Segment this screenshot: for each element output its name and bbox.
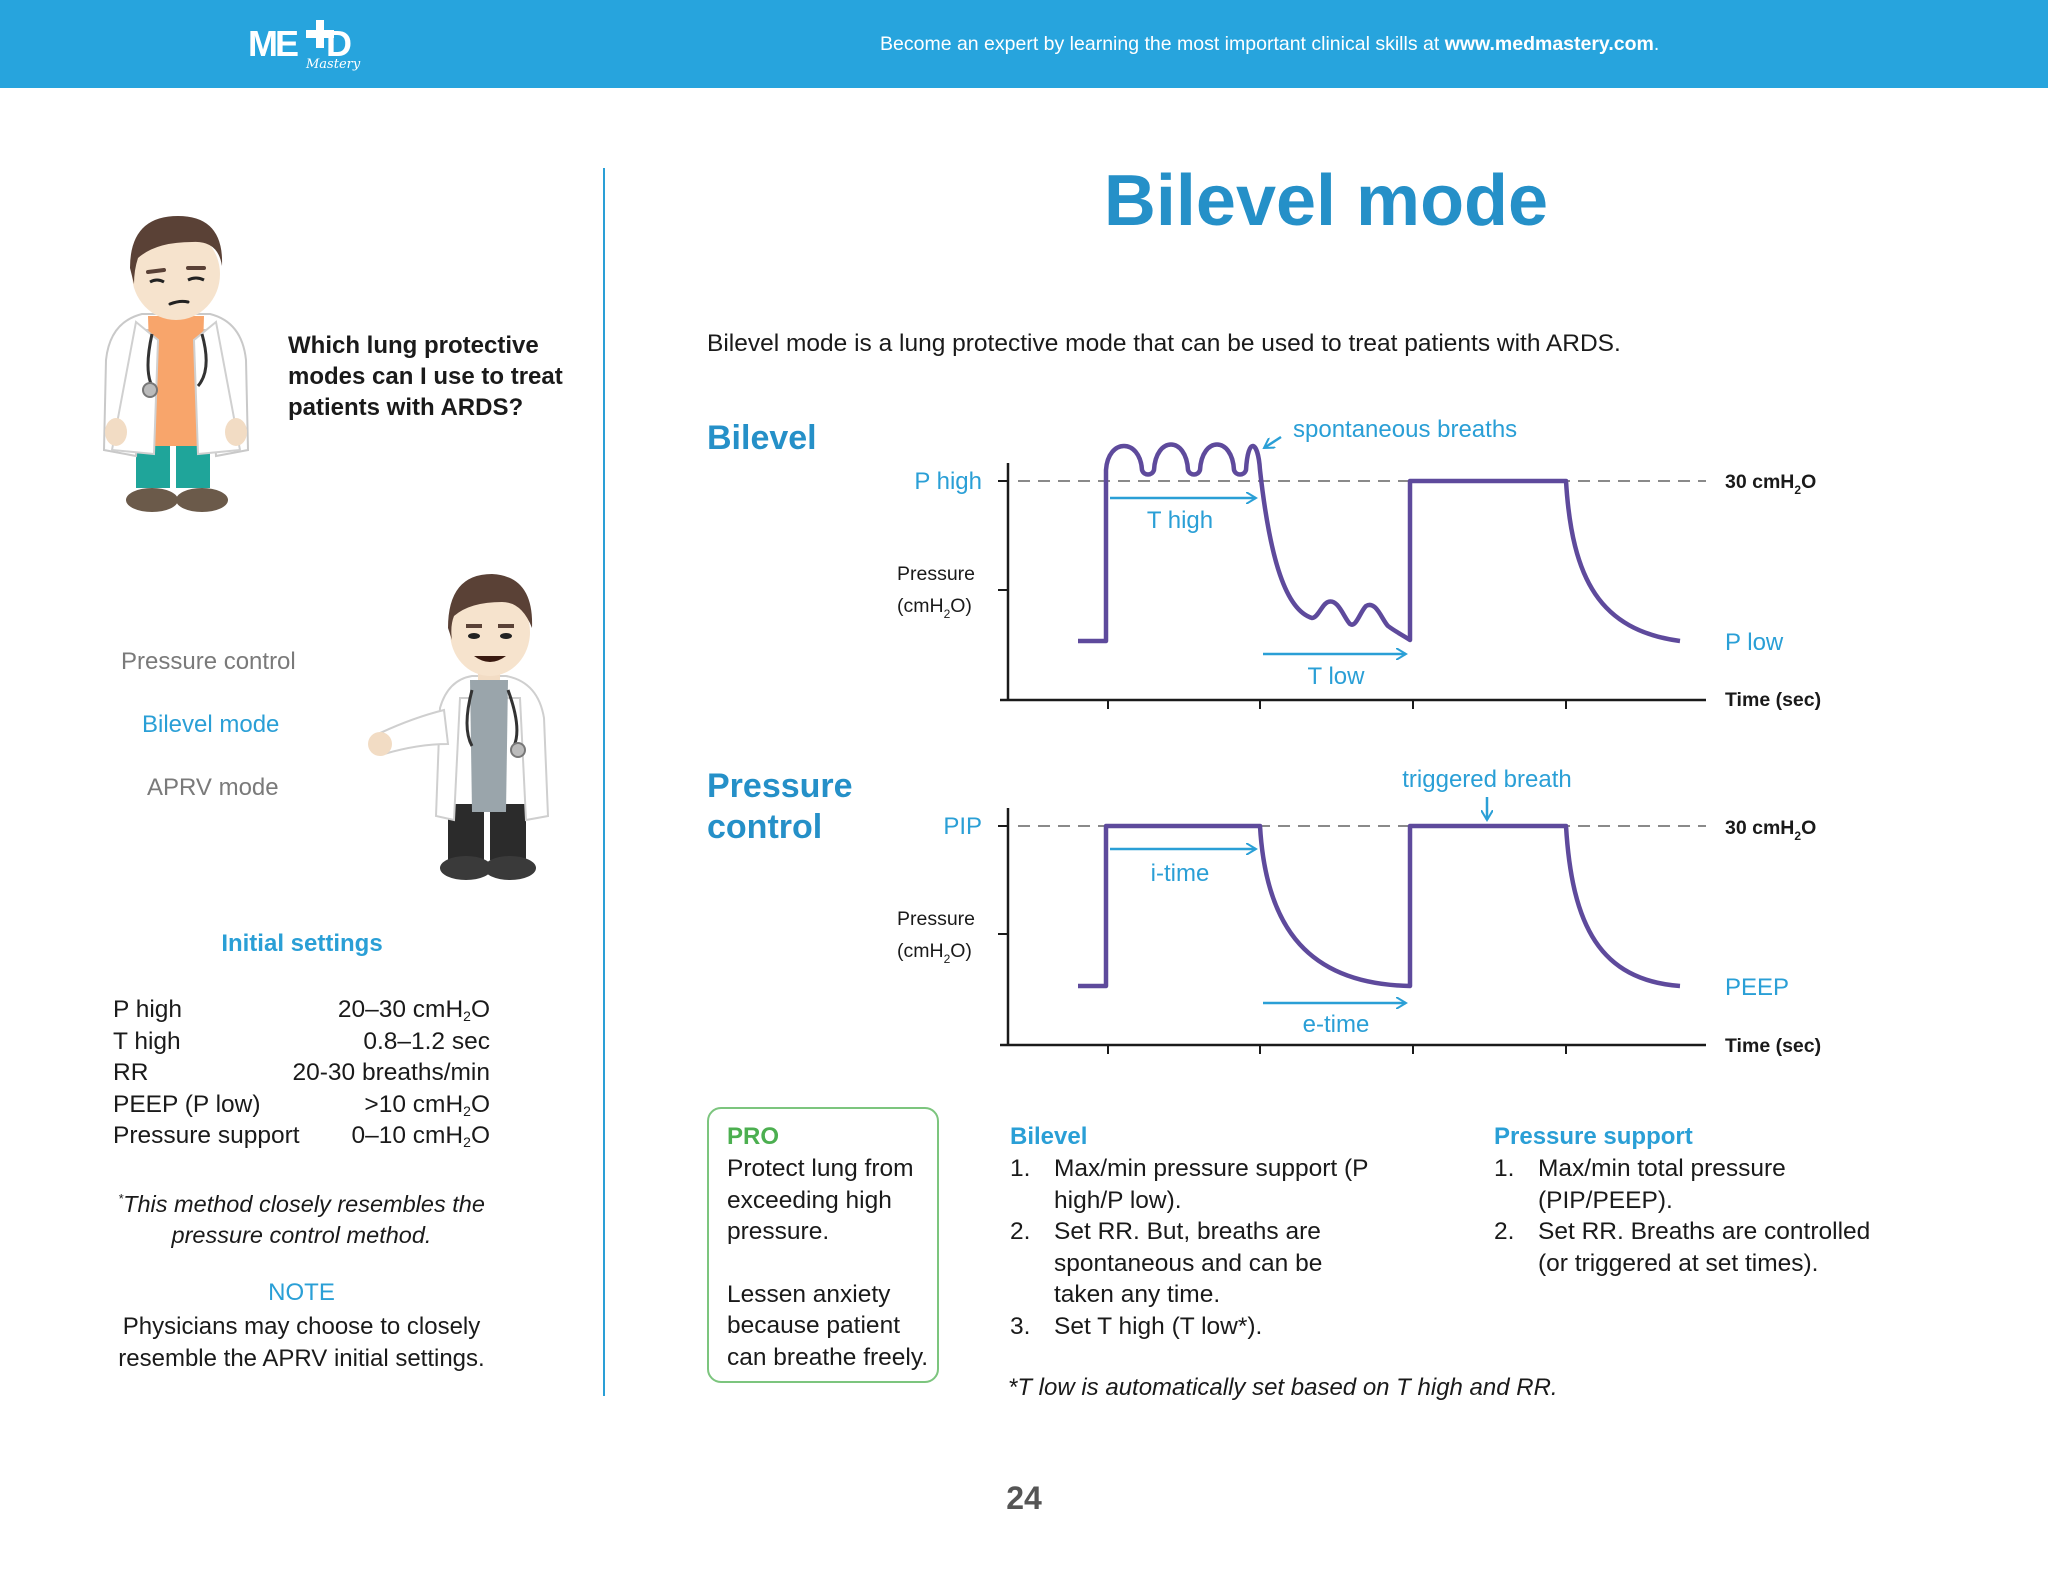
list-item: 1. Max/min pressure support (P high/P low).	[1010, 1155, 1369, 1214]
pc-30cmh2o-label: 30 cmH$_2$O	[1725, 817, 1817, 843]
pressure-support-list-title: Pressure support	[1494, 1123, 1693, 1150]
setting-value: 0.8–1.2 sec	[363, 1027, 490, 1055]
svg-text:ME: ME	[248, 23, 296, 64]
bilevel-chart	[897, 416, 1821, 711]
setting-value: 20–30 cmH$_2$O	[337, 996, 490, 1024]
bilevel-30cmh2o-label: 30 cmH$_2$O	[1725, 471, 1817, 497]
triggered-breath-label: triggered breath	[1402, 766, 1572, 793]
setting-label: Pressure support	[113, 1122, 300, 1149]
bilevel-list-title: Bilevel	[1010, 1123, 1088, 1150]
pressure-control-section-label: Pressure control	[707, 767, 853, 846]
setting-value: 0–10 cmH$_2$O	[351, 1122, 490, 1150]
list-item: 2. Set RR. Breaths are controlled (or triggered at set times).	[1494, 1218, 1871, 1277]
bilevel-y-axis-label: Pressure	[896, 563, 975, 585]
list-item: 1. Max/min total pressure (PIP/PEEP).	[1494, 1155, 1786, 1214]
intro-text: Bilevel mode is a lung protective mode that can be used to treat patients with ARDS.	[707, 330, 1621, 357]
setting-label: P high	[113, 996, 183, 1023]
header-tagline: Become an expert by learning the most important clinical skills at www.medmastery.com.	[880, 33, 1660, 55]
p-high-label: P high	[914, 468, 982, 495]
mode-item-bilevel[interactable]: Bilevel mode	[142, 711, 280, 738]
svg-text:D: D	[326, 23, 352, 64]
bilevel-x-axis-label: Time (sec)	[1725, 689, 1822, 711]
bilevel-pressure-waveform	[1078, 445, 1680, 642]
page-title: Bilevel mode	[1103, 161, 1549, 241]
pc-y-axis-label: Pressure	[896, 908, 975, 930]
setting-value: 20-30 breaths/min	[292, 1059, 490, 1086]
sidebar-question: Which lung protective modes can I use to treat patients with ARDS?	[288, 332, 563, 421]
settings-footnote: *This method closely resembles the pressure control method.	[118, 1190, 485, 1249]
list-item: 2. Set RR. But, breaths are spontaneous and can be taken any time.	[1010, 1218, 1323, 1308]
spontaneous-breaths-arrow	[1264, 437, 1281, 448]
svg-text:Mastery: Mastery	[306, 57, 361, 72]
setting-label: PEEP (P low)	[113, 1090, 261, 1118]
bilevel-section-label: Bilevel	[707, 419, 817, 457]
page-number: 24	[1006, 1480, 1042, 1516]
p-low-label: P low	[1725, 629, 1784, 656]
pressure-support-list	[1494, 1121, 1894, 1279]
site-link[interactable]: www.medmastery.com	[1444, 33, 1654, 55]
t-high-label: T high	[1146, 507, 1214, 534]
note-body: Physicians may choose to closely resemble the APRV initial settings.	[118, 1313, 485, 1372]
setting-value: >10 cmH$_2$O	[364, 1090, 490, 1119]
peep-label: PEEP	[1725, 974, 1790, 1001]
e-time-label: e-time	[1302, 1011, 1370, 1038]
pc-x-axis-label: Time (sec)	[1725, 1035, 1822, 1057]
note-title: NOTE	[268, 1279, 335, 1306]
i-time-label: i-time	[1150, 860, 1210, 887]
setting-label: RR	[113, 1059, 149, 1086]
list-item: 3. Set T high (T low*).	[1010, 1312, 1263, 1340]
spontaneous-breaths-label: spontaneous breaths	[1293, 416, 1518, 443]
t-low-footnote: *T low is automatically set based on T high and RR.	[1008, 1374, 1558, 1401]
pro-text-2: Lessen anxiety because patient can breathe freely.	[727, 1280, 929, 1371]
pc-y-axis-unit: (cmH$_2$O)	[897, 940, 972, 966]
initial-settings-title: Initial settings	[221, 930, 383, 957]
setting-label: T high	[113, 1027, 181, 1055]
pro-box	[707, 1107, 939, 1383]
bilevel-list	[1010, 1121, 1380, 1342]
t-low-label: T low	[1307, 663, 1365, 690]
pro-text-1: Protect lung from exceeding high pressure.	[727, 1155, 914, 1245]
mode-item-pressure-control[interactable]: Pressure control	[121, 648, 296, 675]
mode-item-aprv[interactable]: APRV mode	[147, 774, 279, 801]
bilevel-y-axis-unit: (cmH$_2$O)	[897, 595, 972, 621]
pip-label: PIP	[943, 813, 982, 840]
pressure-control-chart	[897, 766, 1821, 1057]
pro-title: PRO	[727, 1123, 780, 1150]
